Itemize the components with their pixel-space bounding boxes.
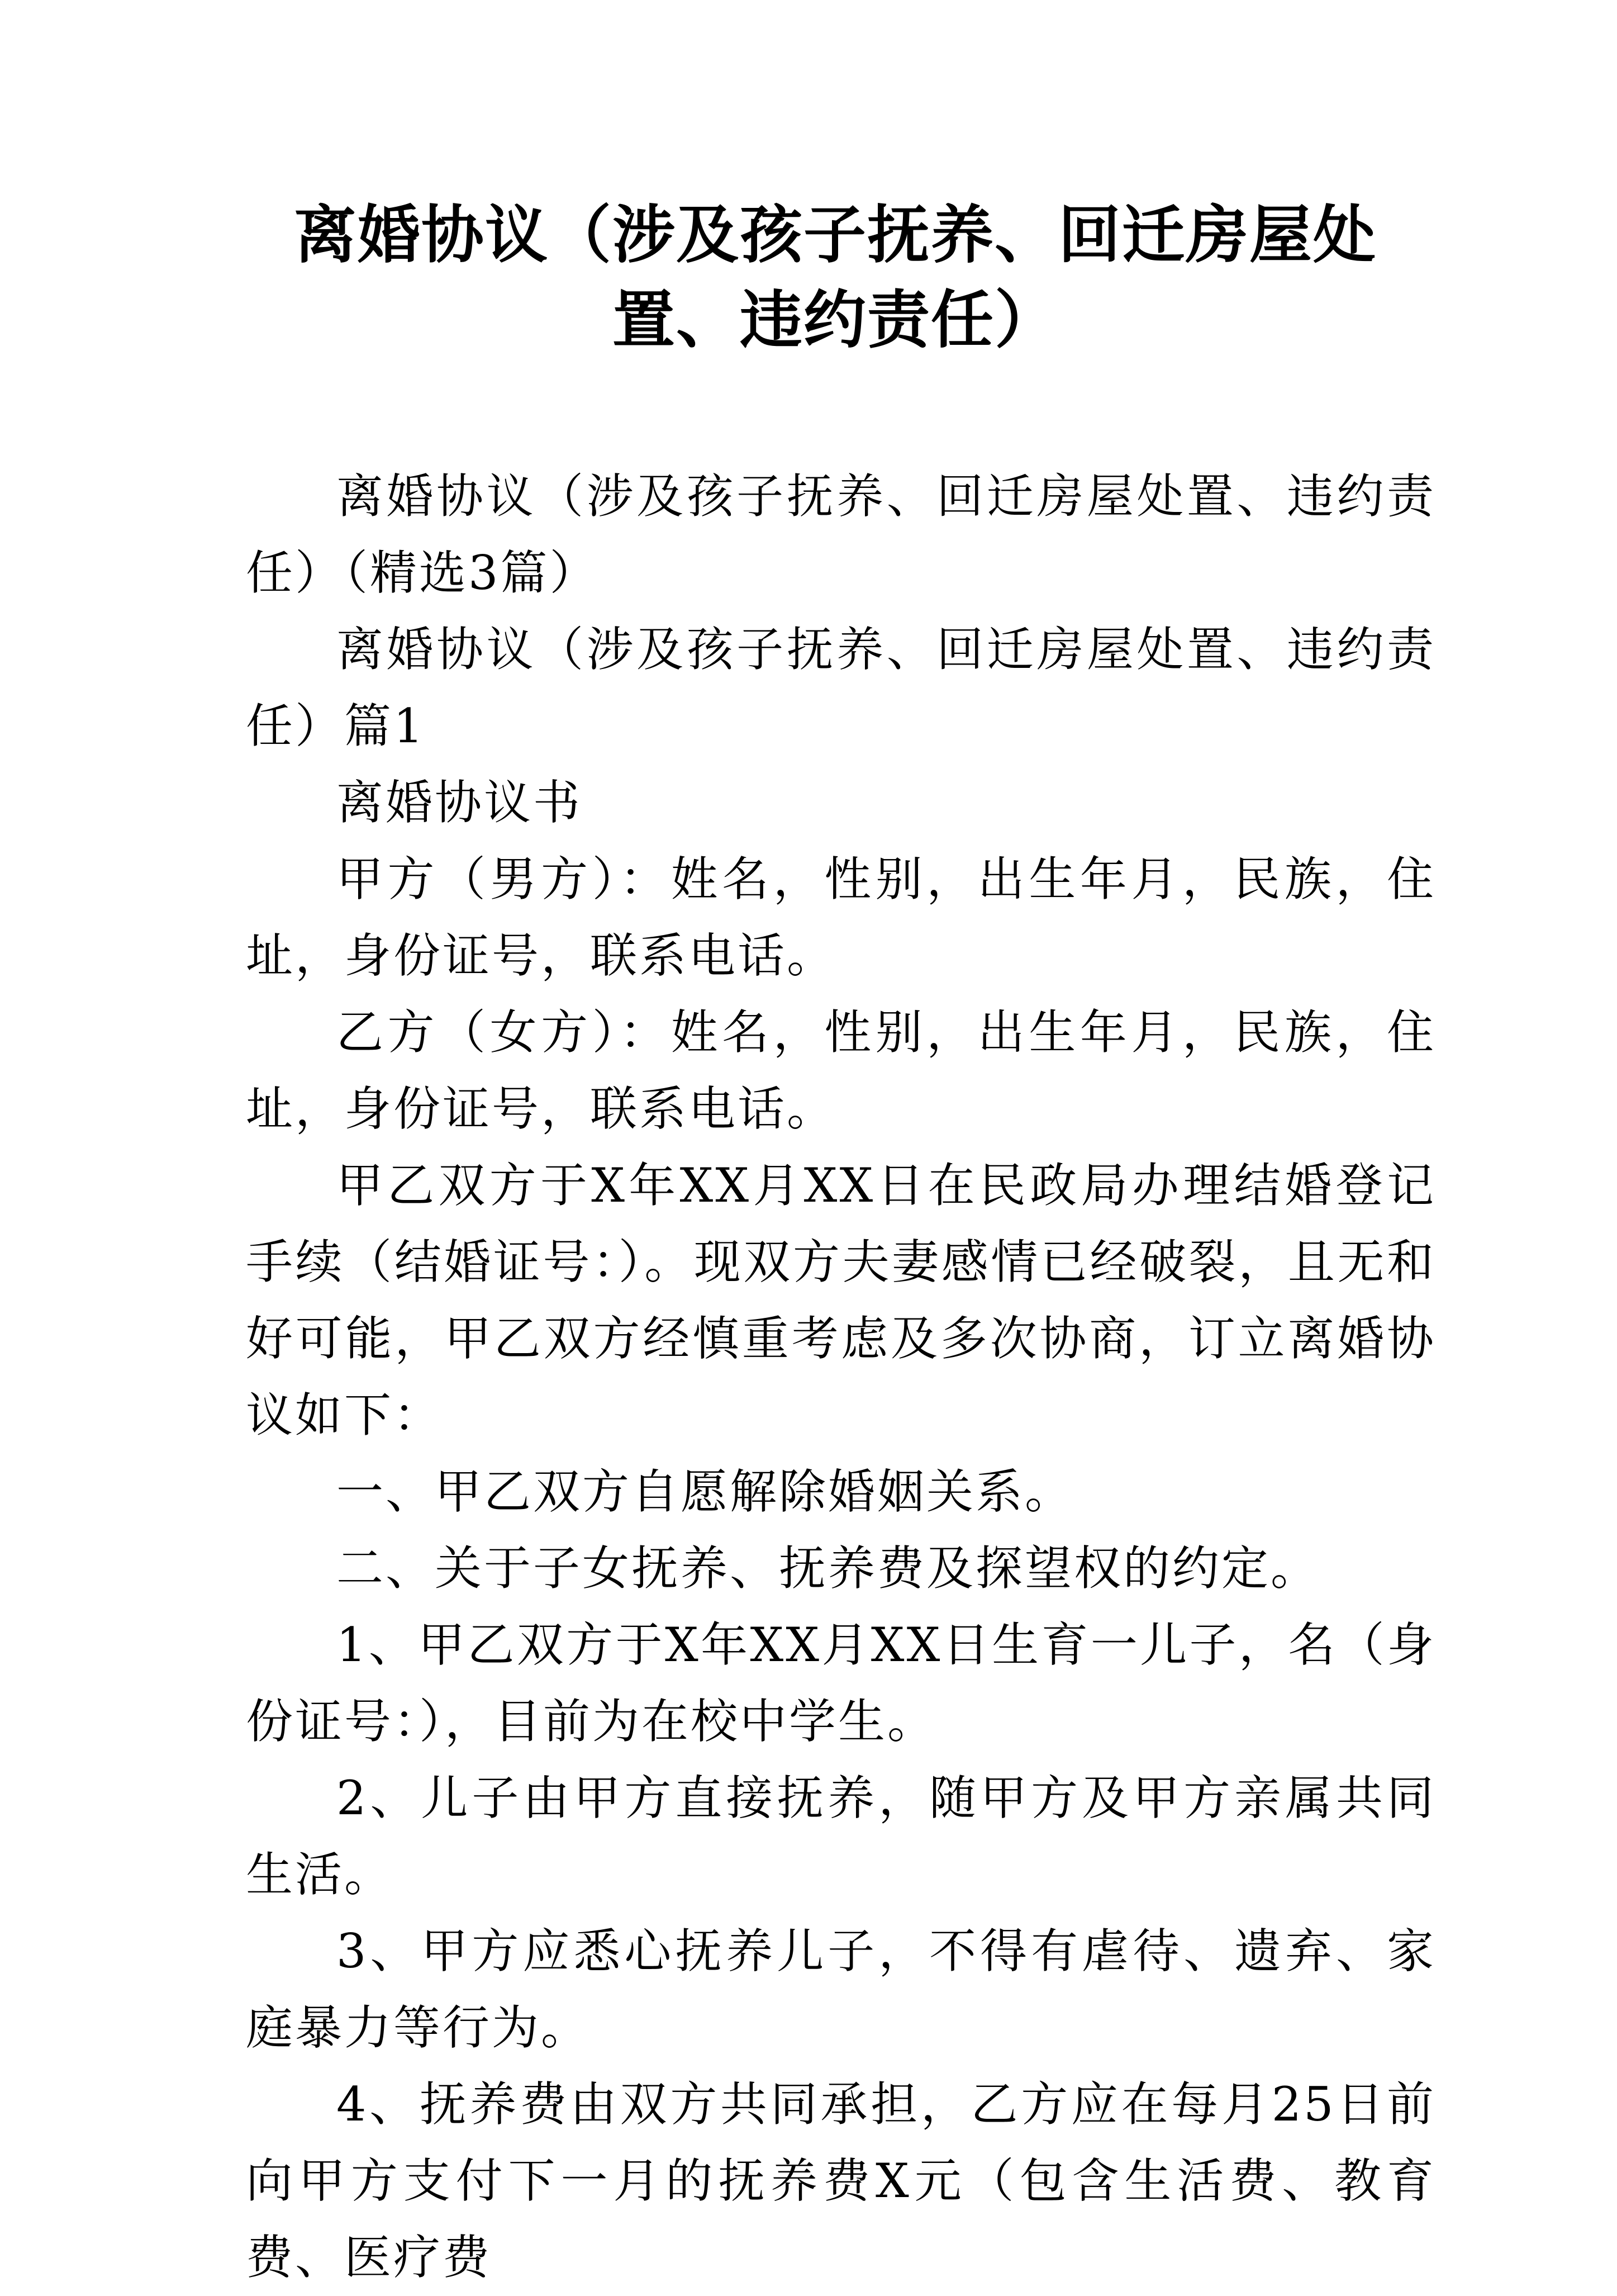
- document-title: 离婚协议（涉及孩子抚养、回迁房屋处置、违约责任）: [294, 198, 1377, 357]
- paragraph-article-heading: 离婚协议（涉及孩子抚养、回迁房屋处置、违约责任）篇1: [246, 622, 1436, 753]
- paragraph-preamble: 甲乙双方于X年XX月XX日在民政局办理结婚登记手续（结婚证号：）。现双方夫妻感情已经破裂，且无和好可能，甲乙双方经慎重考虑及多次协商，订立离婚协议如下：: [246, 1158, 1436, 1443]
- paragraph-party-a: 甲方（男方）：姓名，性别，出生年月，民族，住址，身份证号，联系电话。: [246, 852, 1436, 983]
- paragraph-clause-2: 二、关于子女抚养、抚养费及探望权的约定。: [336, 1541, 1320, 1596]
- paragraph-item-2: 2、儿子由甲方直接抚养，随甲方及甲方亲属共同生活。: [246, 1771, 1436, 1902]
- paragraph-item-1: 1、甲乙双方于X年XX月XX日生育一儿子，名（身份证号：），目前为在校中学生。: [246, 1617, 1436, 1749]
- paragraph-item-3: 3、甲方应悉心抚养儿子，不得有虐待、遗弃、家庭暴力等行为。: [246, 1924, 1436, 2055]
- paragraph-agreement-name: 离婚协议书: [336, 775, 583, 830]
- paragraph-clause-1: 一、甲乙双方自愿解除婚姻关系。: [336, 1464, 1074, 1519]
- paragraph-item-4: 4、抚养费由双方共同承担，乙方应在每月25日前向甲方支付下一月的抚养费X元（包含生活费、教育费、医疗费: [246, 2077, 1436, 2285]
- paragraph-collection-heading: 离婚协议（涉及孩子抚养、回迁房屋处置、违约责任）（精选3篇）: [246, 469, 1436, 600]
- paragraph-party-b: 乙方（女方）：姓名，性别，出生年月，民族，住址，身份证号，联系电话。: [246, 1005, 1436, 1136]
- document-body: [246, 458, 1436, 2296]
